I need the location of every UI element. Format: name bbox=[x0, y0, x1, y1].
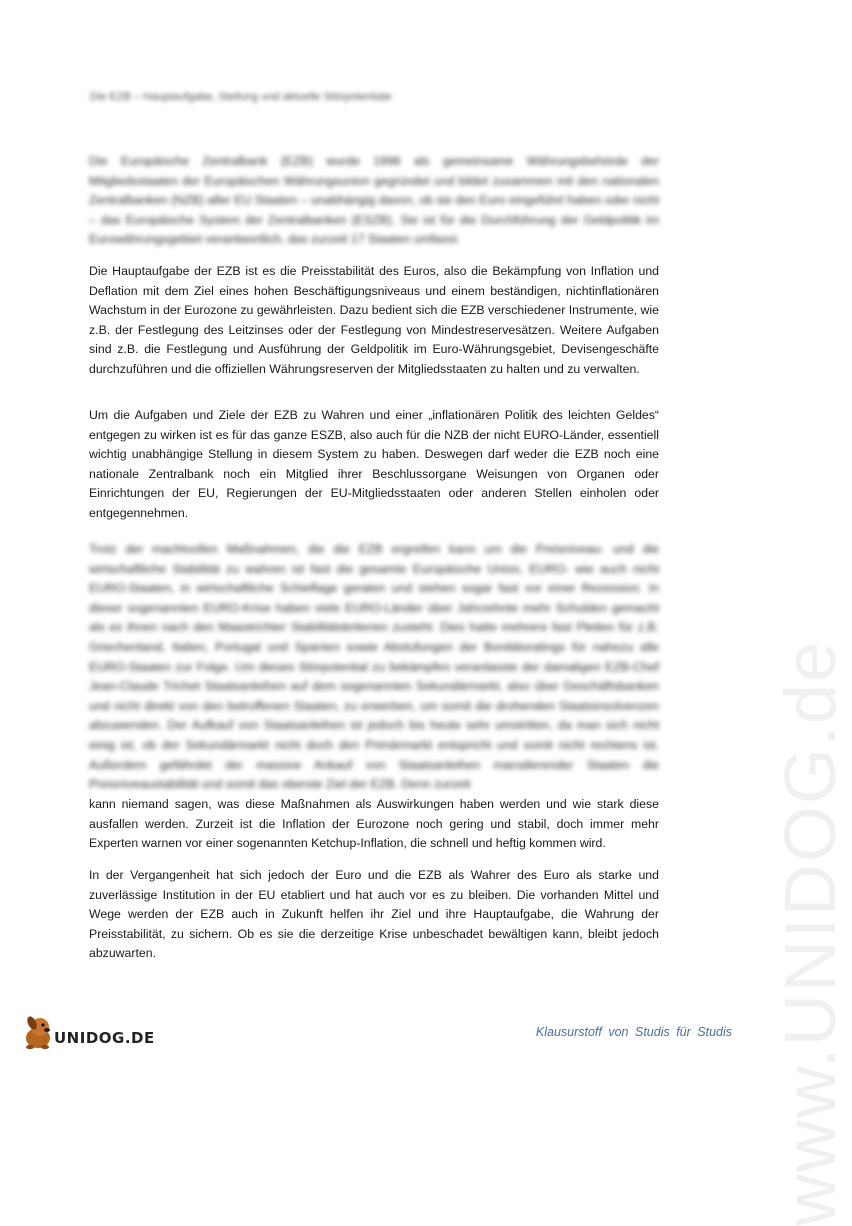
page-title: Die EZB – Hauptaufgabe, Stellung und aktuelle Störpotentiale bbox=[90, 91, 392, 103]
paragraph-crisis-visible: kann niemand sagen, was diese Maßnahmen als Auswirkungen haben werden und wie stark diese ausfallen werden. Zurzeit ist die Inflation der Eurozone noch gering und stabil, doch immer mehr Experten warnen vor einer sogenannten Ketchup-Inflation, die schnell und heftig kommen wird. bbox=[89, 797, 659, 851]
paragraph-conclusion: In der Vergangenheit hat sich jedoch der Euro und die EZB als Wahrer des Euro als starke und zuverlässige Institution in der EU etabliert und hat auch vor es zu bleiben. Die vorhanden Mittel und Wege werden der EZB auch in Zukunft helfen ihr Ziel und ihre Hauptaufgabe, die Wahrung der Preisstabilität, zu sichern. Ob es sie die derzeitige Krise unbeschadet bewältigen kann, bleibt jedoch abzuwarten. bbox=[89, 868, 659, 961]
logo-text: UNIDOG.DE bbox=[54, 1029, 155, 1047]
unidog-logo[interactable] bbox=[18, 1014, 155, 1050]
paragraph-crisis-blurred: Trotz der machtvollen Maßnahmen, die die EZB ergreifen kann um die Preisniveau- und die wirtschaftliche Stabilität zu wahren ist fast die gesamte Europäische Union, EURO- wie auch nicht EURO-Staaten, in wirtschaftliche Schieflage geraten und stehen sogar fast vor einer Rezession. In dieser sogenannten EURO-Krise haben viele EURO-Länder über Jahrzehnte mehr Schulden gemacht als es ihnen nach den Maastrichter Stabilitätskriterien zusteht. Dies hatte mehrere fast Pleiten für z.B. Griechenland, Italien, Portugal und Spanien sowie Abstufungen der Bonitätsratings für nahezu alle EURO-Staaten zur Folge. Um dieses Störpotential zu bekämpfen veranlasste der damaligen EZB-Chef Jean-Claude Trichet Staatsanleihen auf dem sogenannten Sekundärmarkt, also über Geschäftsbanken und nicht direkt von den betroffenen Staaten, zu erwerben, um somit die drohenden Staatsinsolvenzen abzuwenden. Der Aufkauf von Staatsanleihen ist jedoch bis heute sehr umstritten, da man sich nicht einig ist, ob der Sekundärmarkt nicht doch den Primärmarkt entspricht und somit nicht rechtens ist. Außerdem gefährdet der massive Ankauf von Staatsanleihen marodierender Staaten die Preisniveaustabilität und somit das oberste Ziel der EZB. Denn zurzeit bbox=[89, 542, 659, 792]
paragraph-intro: Die Europäische Zentralbank (EZB) wurde 1998 als gemeinsame Währungsbehörde der Mitgliedsstaaten der Europäischen Währungsunion gegründet und bildet zusammen mit den nationalen Zentralbanken (NZB) aller EU Staaten – unabhängig davon, ob sie den Euro eingeführt haben oder nicht – das Europäische System der Zentralbanken (ESZB). Sie ist für die Durchführung der Geldpolitik im Eurowährungsgebiet verantwortlich, das zurzeit 17 Staaten umfasst. bbox=[89, 154, 659, 247]
watermark: www.UNIDOG.de bbox=[771, 640, 851, 1226]
paragraph-independence: Um die Aufgaben und Ziele der EZB zu Wahren und einer „inflationären Politik des leichten Geldes“ entgegen zu wirken ist es für das ganze ESZB, also auch für die NZB der nicht EURO-Länder, essentiell wichtig unabhängige Stellung in diesem System zu haben. Deswegen darf weder die EZB noch eine nationale Zentralbank noch ein Mitglied ihrer Beschlussorgane Weisungen von Organen oder Einrichtungen der EU, Regierungen der EU-Mitgliedsstaaten oder anderen Stellen einholen oder entgegennehmen. bbox=[89, 408, 659, 520]
dog-mascot-icon bbox=[18, 1014, 58, 1050]
paragraph-main-task: Die Hauptaufgabe der EZB ist es die Preisstabilität des Euros, also die Bekämpfung von Inflation und Deflation mit dem Ziel eines hohen Beschäftigungsniveaus und einem beständigen, nichtinflationären Wachstum in der Eurozone zu gewährleisten. Dazu bedient sich die EZB verschiedener Instrumente, wie z.B. der Festlegung des Leitzinses oder der Festlegung von Mindestreservesätzen. Weitere Aufgaben sind z.B. die Festlegung und Ausführung der Geldpolitik im Euro-Währungsgebiet, Devisengeschäfte durchzuführen und die offiziellen Währungsreserven der Mitgliedsstaaten zu halten und zu verwalten. bbox=[89, 264, 659, 376]
footer-slogan: Klausurstoff von Studis für Studis bbox=[535, 1025, 732, 1039]
